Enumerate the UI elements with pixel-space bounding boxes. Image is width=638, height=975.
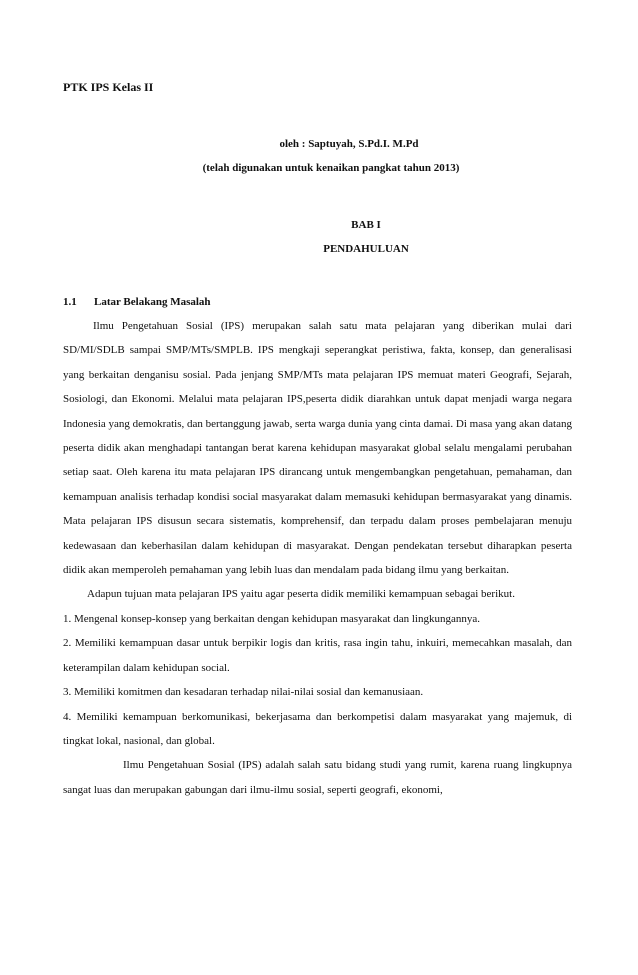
list-item: 2. Memiliki kemampuan dasar untuk berpikir logis dan kritis, rasa ingin tahu, inkuiri, memecahkan masalah, dan keterampilan dalam kehidupan social.	[63, 637, 572, 674]
section-number: 1.1	[63, 296, 77, 308]
chapter-title: PENDAHULUAN	[323, 243, 409, 255]
section-heading	[63, 296, 211, 308]
body-paragraph: Adapun tujuan mata pelajaran IPS yaitu agar peserta didik memiliki kemampuan sebagai berikut.	[87, 588, 515, 601]
body-paragraph: Ilmu Pengetahuan Sosial (IPS) adalah salah satu bidang studi yang rumit, karena ruang lingkupnya sangat luas dan merupakan gabungan dari ilmu-ilmu sosial, seperti geografi, ekonomi,	[63, 759, 572, 796]
document-body	[63, 314, 572, 802]
document-title: PTK IPS Kelas II	[63, 80, 154, 94]
body-paragraph: Ilmu Pengetahuan Sosial (IPS) merupakan salah satu mata pelajaran yang diberikan mulai dari SD/MI/SDLB sampai SMP/MTs/SMPLB. IPS mengkaji seperangkat peristiwa, fakta, konsep, dan generalisasi yang berkaitan denganisu sosial. Pada jenjang SMP/MTs mata pelajaran IPS memuat materi Geografi, Sejarah, Sosiologi, dan Ekonomi. Melalui mata pelajaran IPS,peserta didik diarahkan untuk dapat menjadi warga negara Indonesia yang demokratis, dan bertanggung jawab, serta warga dunia yang cinta damai. Di masa yang akan datang peserta didik akan menghadapi tantangan berat karena kehidupan masyarakat global selalu mengalami perubahan setiap saat. Oleh karena itu mata pelajaran IPS dirancang untuk mengembangkan pengetahuan, pemahaman, dan kemampuan analisis terhadap kondisi social masyarakat dalam memasuki kehidupan bermasyarakat yang dinamis. Mata pelajaran IPS disusun secara sistematis, komprehensif, dan terpadu dalam proses pembelajaran menuju kedewasaan dan keberhasilan dalam kehidupan di masyarakat. Dengan pendekatan tersebut diharapkan peserta didik akan memperoleh pemahaman yang lebih luas dan mendalam pada bidang ilmu yang berkaitan.	[63, 320, 572, 577]
chapter-number: BAB I	[351, 219, 381, 231]
section-title: Latar Belakang Masalah	[94, 296, 211, 308]
usage-note: (telah digunakan untuk kenaikan pangkat tahun 2013)	[202, 162, 460, 174]
author-line: oleh : Saptuyah, S.Pd.I. M.Pd	[279, 138, 419, 150]
list-item: 1. Mengenal konsep-konsep yang berkaitan dengan kehidupan masyarakat dan lingkungannya.	[63, 612, 480, 625]
list-item: 3. Memiliki komitmen dan kesadaran terhadap nilai-nilai sosial dan kemanusiaan.	[63, 686, 424, 699]
list-item: 4. Memiliki kemampuan berkomunikasi, bekerjasama dan berkompetisi dalam masyarakat yang majemuk, di tingkat lokal, nasional, dan global.	[63, 710, 572, 747]
